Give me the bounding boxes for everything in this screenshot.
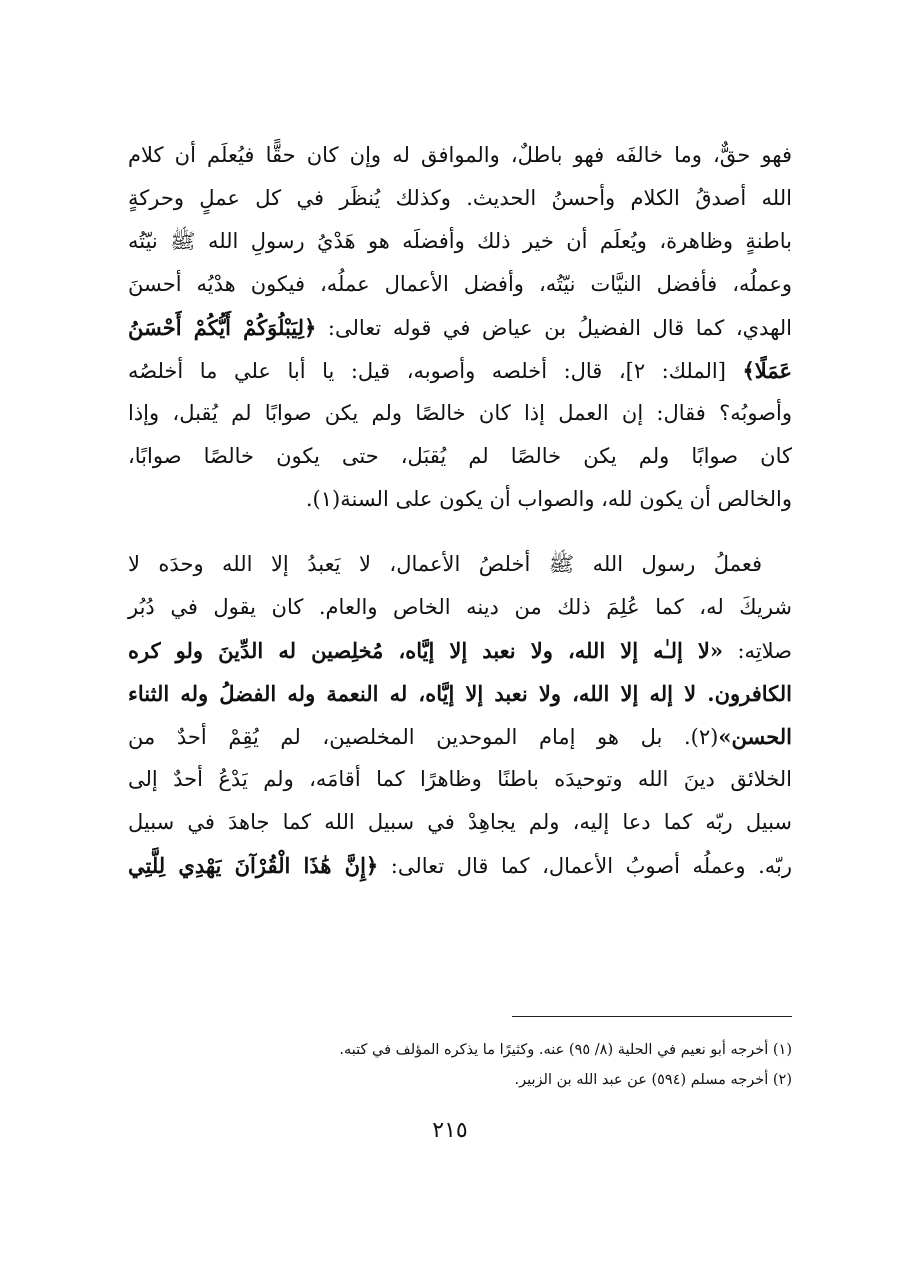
text-line xyxy=(128,134,792,177)
text-line xyxy=(128,844,792,887)
text-line xyxy=(128,672,792,715)
text-line xyxy=(128,263,792,306)
text-segment: [الملك: ٢]، قال: أخلصه وأصوبه، قيل: يا أبا علي ما أخلصُه xyxy=(128,359,743,383)
text-segment: شريكَ له، كما عُلِمَ ذلك من دينه الخاص والعام. كان يقول في دُبُر xyxy=(128,595,792,619)
text-segment: (٢). بل هو إمام الموحدين المخلصين، لم يُقِمْ أحدٌ من xyxy=(128,725,719,749)
emphasized-text: الحسن» xyxy=(718,724,792,749)
text-segment: وأصوبُه؟ فقال: إن العمل إذا كان خالصًا ولم يكن صوابًا لم يُقبل، وإذا xyxy=(128,401,792,425)
text-line xyxy=(128,478,792,521)
emphasized-text: الكافرون. لا إله إلا الله، ولا نعبد إلا إيَّاه، له النعمة وله الفضلُ وله الثناء xyxy=(128,681,792,706)
text-segment: وعملُه، فأفضل النيَّات نيّتُه، وأفضل الأعمال عملُه، فيكون هدْيُه أحسنَ xyxy=(128,272,792,296)
text-segment: سبيل ربّه كما دعا إليه، ولم يجاهِدْ في سبيل الله كما جاهدَ في سبيل xyxy=(128,810,792,834)
text-segment: صلاتِه: xyxy=(723,639,792,663)
paragraph-gap xyxy=(128,521,792,543)
text-segment: الهدي، كما قال الفضيلُ بن عياض في قوله تعالى: xyxy=(316,316,792,340)
text-line xyxy=(128,435,792,478)
emphasized-text: «لا إلـٰه إلا الله، ولا نعبد إلا إيَّاه، مُخلِصين له الدِّينَ ولو كره xyxy=(128,638,723,663)
text-line xyxy=(128,306,792,349)
footnote-divider xyxy=(512,1016,792,1017)
text-line xyxy=(128,801,792,844)
text-line xyxy=(128,715,792,758)
text-line xyxy=(128,392,792,435)
text-segment: الله أصدقُ الكلام وأحسنُ الحديث. وكذلك يُنظَر في كل عملٍ وحركةٍ xyxy=(128,186,792,210)
text-line xyxy=(128,220,792,263)
text-segment: فهو حقٌّ، وما خالفَه فهو باطلٌ، والموافق له وإن كان حقًّا فيُعلَم أن كلام xyxy=(128,143,792,167)
text-line xyxy=(128,543,792,586)
text-line xyxy=(128,629,792,672)
text-line xyxy=(128,586,792,629)
text-segment: الخلائق دينَ الله وتوحيدَه باطنًا وظاهرًا كما أقامَه، ولم يَدْعُ أحدٌ إلى xyxy=(128,767,792,791)
text-line xyxy=(128,177,792,220)
text-segment: والخالص أن يكون لله، والصواب أن يكون على السنة(١). xyxy=(305,487,792,511)
text-segment: ربّه. وعملُه أصوبُ الأعمال، كما قال تعالى: xyxy=(378,854,793,878)
text-segment: باطنةٍ وظاهرة، ويُعلَم أن خير ذلك وأفضلَه هو هَدْيُ رسولِ الله ﷺ نيّتُه xyxy=(128,229,792,253)
footnote-2: (٢) أخرجه مسلم (٥٩٤) عن عبد الله بن الزبير. xyxy=(514,1072,792,1088)
footnote-1: (١) أخرجه أبو نعيم في الحلية (٨/ ٩٥) عنه. وكثيرًا ما يذكره المؤلف في كتبه. xyxy=(339,1042,792,1058)
text-segment: كان صوابًا ولم يكن خالصًا لم يُقبَل، حتى يكون خالصًا صوابًا، xyxy=(128,444,792,468)
emphasized-text: ﴿إِنَّ هَٰذَا الْقُرْآنَ يَهْدِي لِلَّتِي xyxy=(128,853,379,878)
emphasized-text: عَمَلًا﴾ xyxy=(742,358,792,383)
text-segment: فعملُ رسول الله ﷺ أخلصُ الأعمال، لا يَعبدُ إلا الله وحدَه لا xyxy=(128,552,762,576)
text-line xyxy=(128,758,792,801)
main-text xyxy=(128,134,792,887)
page-number: ٢١٥ xyxy=(432,1118,468,1143)
text-line xyxy=(128,349,792,392)
emphasized-text: ﴿لِيَبْلُوَكُمْ أَيُّكُمْ أَحْسَنُ xyxy=(128,315,317,340)
